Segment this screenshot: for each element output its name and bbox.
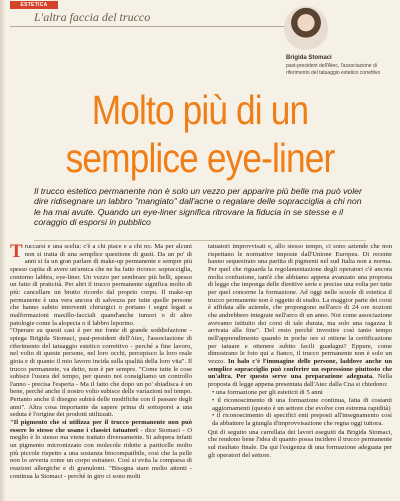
lede: Il trucco estetico permanente non è solo un vezzo per apparire più belle ma può voler dire ridisegnare un labbro "mangiato" dall'acne o regalare delle sopracciglia a chi non le ha mai avute. Quando un eye-liner significa ritrovare la fiducia in se stesse e il coraggio di esporsi in pubblico	[34, 186, 362, 228]
highlight-statement: In halo c'è l'immagine delle persone, laddove anche un semplice sopracciglio può conferire un espressione piuttosto che un'altra. Per questo serve una preparazione adeguata.	[208, 357, 392, 381]
list-item: • il riconoscimento di una formazione continua, fatta di costanti aggiornamenti (questo è un settore che evolve con estrema rapidità)	[212, 397, 392, 412]
body-column-right	[208, 243, 392, 459]
author-portrait	[284, 6, 328, 50]
header-rule	[10, 26, 288, 27]
drop-cap: T	[10, 241, 23, 262]
lede-rule	[34, 240, 366, 241]
headline-line-2: semplice eye-liner	[65, 135, 335, 181]
author-role: past-president dell'Atec, l'associazione di riferimento del tatuaggio estetico correttivo	[286, 63, 381, 76]
paragraph-text: tatuatori improvvisati e, allo stesso tempo, ci sono aziende che non rispettano le normative imposte dall'Unione Europea. Di recente hanno sequestrato una partita di pigmenti nel sud Italia non a norma. Per quel che riguarda la regolamentazione degli operatori c'è ancora molta confusione, tant'è che abbiamo appena avanzato una proposta di legge che imponga delle direttive serie e precise una volta per tutte per quel concerne la formazione. Ad oggi nelle scuole di estetica il trucco permanente non è oggetto di studio. La maggior parte dei corsi è affidata alle aziende, che propongono nell'arco di 24 ore nozioni che andrebbero integrate nell'arco di un anno. Noi come associazione avevamo istituito dei corsi di tale durata, ma solo una ragazza li arrivata alla fine". Del resto perché investire così tanto tempo nell'apprendimento quando in poche ore si ottiene la certificazione per tatuare e ottenere subito facili guadagni? Eppure, come dimostrano le foto qui a fianco, il trucco permanente non è solo un vezzo.	[208, 243, 392, 365]
paragraph-text: - dice Stomaci - O meglio è lo stesso ma viene trattato diversamente. Si adopera infatti un pigmento micronizzato con molecole ridotte a particelle molto più piccole rispetto a una sostanza biocompatibile, così che la pelle non lo avverta come un corpo estraneo. Così si evita la comparsa di reazioni allergiche e di granulomi. "Bisogna stare molto attenti - continua la Stomaci - perché in giro ci sono molti	[10, 426, 192, 480]
paragraph: Qui di seguito una carrellata dei lavori eseguiti da Brigida Stomaci, che rendono bene l'idea di quanto possa incidere il trucco permanente sul risultato finale. Da qui l'esigenza di una formazione adeguata per gli operatori del settore.	[208, 428, 392, 459]
paragraph: "Operare su questi casi è per me fonte di grande soddisfazione - spiega Brigida Stomaci, past-president dell'Atec, l'associazione di riferimento del tatuaggio estetico correttivo - perché a fine lavoro, nel volto di queste persone, nel loro occhi, percepisco la loro reale gioia e di quanto il mio lavoro incida sulla qualità della loro vita". Il trucco permanente, va detto, non è per sempre. "Come tutte le cose subisce l'usura del tempo, per questo noi consigliamo un controllo l'anno - precisa l'esperta - Ma il fatto che dopo un po' sbiadisca è un bene, perché anche il nostro volto subisce delle variazioni nel tempo. Pertanto anche il disegno subirà delle modifiche con il passare degli anni". Altra cosa importante da sapere prima di sottoporsi a una seduta è l'origine dei prodotti utilizzati.	[10, 327, 192, 419]
paragraph-text: ruccarsi e una scelta: c'è a chi piace e a chi no. Ma per alcuni non si tratta di una semplice questione di gusti. Da un po' di anni si fa un gran parlare di make-up permanente e sempre più spesso capita di avere un'amica che ne ha fatto ricorso: sopracciglia, contorno labbra, eye-liner. Un vezzo per sembrare più belli, spesso un fatto di praticità. Per altri il trucco permanente significa molto di più: cancellare un brutto ricordo dal proprio corpo. Il make-up permanente è una vera ancora di salvezza per tutte quelle persone che hanno subito interventi chirurgici o portano i segni legati a malformazioni maxillo-facciali quand'anche tumori o di altre patologie come la alopecia o il labbro leporino.	[10, 243, 192, 327]
body-column-left	[10, 243, 192, 480]
list-item: • il riconoscimento di specifici enti preposti all'insegnamento così da abbattere la giungla d'improvvisazione che regna oggi tuttora.	[212, 412, 392, 427]
section-kicker: L'altra faccia del trucco	[34, 10, 151, 24]
page-gutter	[0, 0, 6, 501]
list-item: • una formazione per gli esteticti di 5 anni	[212, 389, 392, 397]
paragraph	[10, 243, 192, 327]
section-tab: ESTETICA	[10, 1, 58, 9]
proposal-list	[212, 389, 392, 427]
paragraph-text: Nella proposta di legge appena presentata dall'Atec dalla Cna si chiedono:	[208, 373, 393, 388]
author-name: Brigida Stomaci	[286, 55, 332, 61]
paragraph	[10, 419, 192, 480]
paragraph	[208, 243, 392, 388]
headline-line-1: Molto più di un	[91, 87, 309, 133]
highlight-quote: "Il pigmento che si utilizza per il trucco permanente non può essere lo stesso che usano i classici tatuatori	[10, 419, 192, 434]
